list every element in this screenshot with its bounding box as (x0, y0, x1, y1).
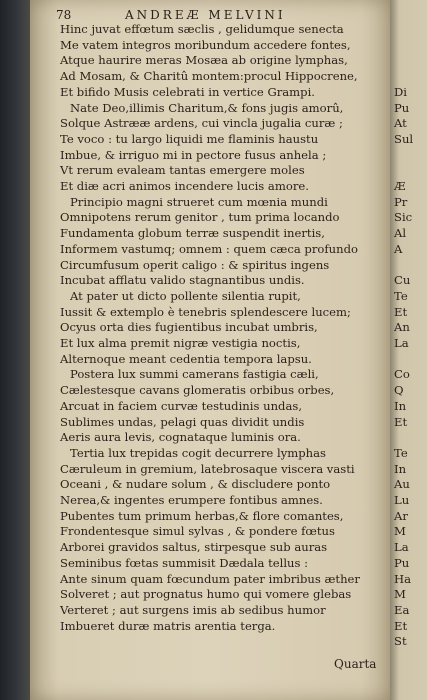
verse-line: Et bifido Musis celebrati in vertice Grampi. (60, 84, 315, 99)
verse-line: Ante sinum quam fœcundum pater imbribus æther (60, 571, 360, 586)
verse-line: Imbue, & irriguo mi in pectore fusus anhela ; (60, 147, 327, 162)
facing-page-fragment: Te (394, 445, 408, 460)
facing-page-fragment: Q (394, 383, 404, 398)
facing-page-fragment: La (394, 336, 409, 350)
verse-line: Imbueret duræ matris arentia terga. (60, 618, 276, 633)
verse-line: Atque haurire meras Mosæa ab origine lymphas, (60, 53, 348, 68)
verse-line: At pater ut dicto pollente silentia rupit, (70, 288, 301, 303)
facing-page-fragment: M (394, 524, 406, 539)
verse-line: Hinc juvat effœtum sæclis , gelidumque senecta (60, 22, 344, 36)
facing-page-fragment: Sul (394, 131, 414, 146)
facing-page-fragment: Di (394, 84, 408, 99)
verse-line: Et diæ acri animos incendere lucis amore. (60, 179, 309, 193)
verse-line: Vt rerum evaleam tantas emergere moles (60, 163, 305, 178)
facing-page-fragment: Ea (394, 602, 410, 617)
verse-line: Alternoque meant cedentia tempora lapsu. (60, 351, 312, 366)
verse-line: Fundamenta globum terræ suspendit inertis, (60, 226, 325, 241)
facing-page-fragment: Pr (394, 194, 408, 209)
verse-line: Omnipotens rerum genitor , tum prima locando (60, 210, 340, 225)
verse-line: Et lux alma premit nigræ vestigia noctis, (60, 336, 301, 350)
facing-page-fragment: At (394, 116, 407, 131)
facing-page-fragment: Cu (394, 273, 411, 288)
facing-page-fragment: Sic (394, 210, 413, 225)
verse-line: Cælestesque cavans glomeratis orbibus orbes, (60, 383, 335, 398)
facing-page-fragment: Pu (394, 100, 410, 115)
verse-line: Pubentes tum primum herbas,& flore comantes, (60, 508, 344, 523)
verse-line: Ad Mosam, & Charitû montem:procul Hippocrene, (60, 69, 358, 84)
verse-line: Verteret ; aut surgens imis ab sedibus humor (60, 602, 326, 617)
facing-page-fragment: La (394, 540, 409, 555)
facing-page-fragment: Al (394, 226, 407, 241)
verse-line: Oceani , & nudare solum , & discludere ponto (60, 477, 331, 492)
facing-page-fragment: Pu (394, 555, 410, 570)
verse-line: Principio magni strueret cum mœnia mundi (70, 194, 328, 209)
verse-line: Sublimes undas, pelagi quas dividit undis (60, 414, 305, 429)
facing-page-fragment: Et (394, 304, 408, 319)
facing-page-fragment: Et (394, 414, 408, 429)
verse-line: Me vatem integros moribundum accedere fontes, (60, 37, 351, 52)
verse-line: Arcuat in faciem curvæ testudinis undas, (60, 398, 303, 413)
facing-page-fragment: In (394, 461, 407, 476)
book-page (30, 0, 390, 700)
verse-line: Solveret ; aut prognatus humo qui vomere glebas (60, 587, 352, 602)
facing-page-fragment: A (394, 241, 403, 256)
facing-page-fragment: Lu (394, 493, 410, 507)
page-number: 78 (56, 8, 72, 22)
verse-line: Nerea,& ingentes erumpere fontibus amnes. (60, 493, 323, 507)
facing-page-fragment: Au (394, 477, 410, 492)
book-gutter (0, 0, 30, 700)
facing-page-fragment: Et (394, 618, 408, 633)
verse-line: Nate Deo,illimis Charitum,& fons jugis amorû, (70, 100, 344, 115)
facing-page-fragment: Co (394, 367, 410, 382)
facing-page-fragment: Te (394, 288, 408, 303)
facing-page-fragment: St (394, 634, 407, 649)
verse-line: Aeris aura levis, cognataque luminis ora. (60, 430, 301, 445)
verse-line: Arborei gravidos saltus, stirpesque sub auras (60, 540, 328, 555)
verse-line: Ocyus orta dies fugientibus incubat umbris, (60, 320, 318, 335)
facing-page-fragment: An (394, 320, 410, 335)
facing-page-edge (390, 0, 427, 700)
running-head-title: ANDREÆ MELVINI (125, 8, 286, 22)
verse-line: Solque Astrææ ardens, cui vincla jugalia curæ ; (60, 116, 343, 131)
facing-page-fragment: Æ (394, 179, 406, 193)
facing-page-fragment: M (394, 587, 406, 602)
verse-line: Cæruleum in gremium, latebrosaque viscera vasti (60, 461, 355, 476)
facing-page-fragment: Ha (394, 571, 412, 586)
catchword: Quarta (334, 657, 377, 671)
verse-line: Postera lux summi camerans fastigia cæli, (70, 367, 319, 382)
verse-line: Incubat afflatu valido stagnantibus undis. (60, 273, 305, 288)
verse-line: Tertia lux trepidas cogit decurrere lymphas (70, 445, 326, 460)
facing-page-fragment: Ar (394, 508, 408, 523)
verse-line: Seminibus fœtas summisit Dædala tellus : (60, 555, 309, 570)
verse-line: Iussit & extemplo è tenebris splendescere lucem; (60, 304, 351, 319)
facing-page-fragment: In (394, 398, 407, 413)
verse-line: Informem vastumq; omnem : quem cæca profundo (60, 241, 358, 256)
verse-line: Frondentesque simul sylvas , & pondere fœtus (60, 524, 335, 539)
verse-line: Te voco : tu largo liquidi me flaminis haustu (60, 131, 319, 146)
verse-line: Circumfusum operit caligo : & spiritus ingens (60, 257, 330, 272)
